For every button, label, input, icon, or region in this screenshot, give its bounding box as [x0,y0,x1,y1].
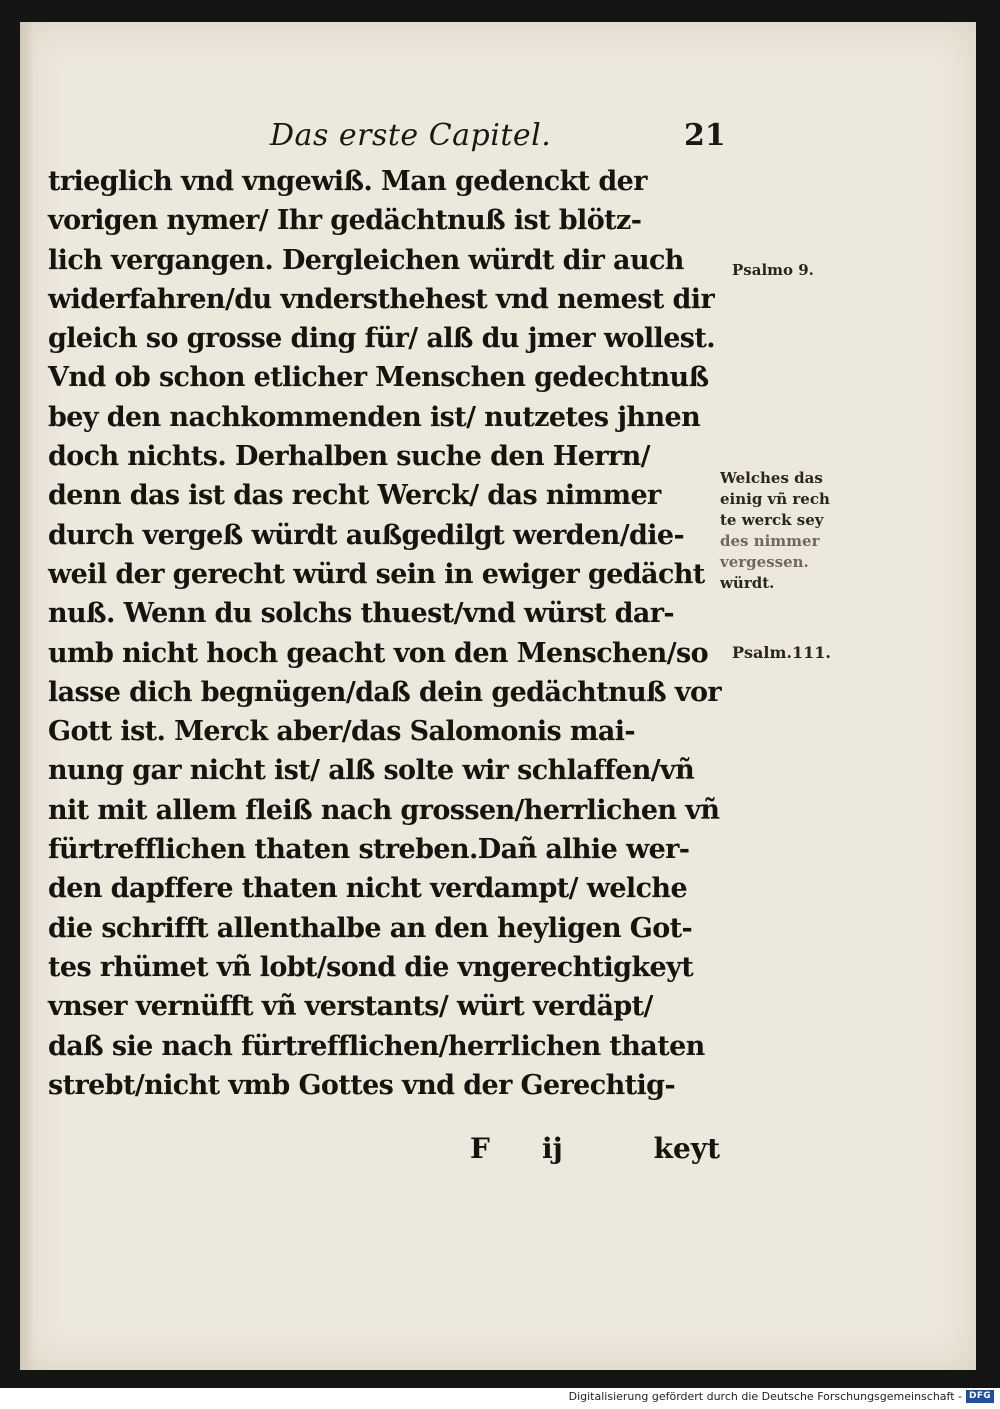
text-line: durch vergeß würdt außgedilgt werden/die- [48,519,685,551]
text-line: Gott ist. Merck aber/das Salomonis mai- [48,716,636,748]
text-line: strebt/nicht vmb Gottes vnd der Gerechtig- [48,1069,676,1101]
text-line: fürtrefflichen thaten streben.Dañ alhie wer- [48,834,690,866]
text-line: weil der gerecht würd sein in ewiger gedächt [48,558,705,590]
catchword: keyt [653,1132,720,1165]
text-line: doch nichts. Derhalben suche den Herrn/ [48,441,650,473]
text-line: nung gar nicht ist/ alß solte wir schlaffen/vñ [48,755,695,787]
bleed-through-mark [50,1112,110,1136]
signature-mark: F [470,1132,490,1165]
text-line: vorigen nymer/ Ihr gedächtnuß ist blötz- [48,205,642,237]
text-line: tes rhümet vñ lobt/sond die vngerechtigkeyt [48,951,694,983]
book-page [20,22,976,1370]
text-line: denn das ist das recht Werck/ das nimmer [48,480,661,512]
text-line: vnser vernüfft vñ verstants/ würt verdäpt/ [48,991,653,1023]
signature-number: ij [542,1132,563,1165]
margin-note-welches [720,468,830,594]
text-line: nuß. Wenn du solchs thuest/vnd würst dar- [48,598,674,630]
margin-note-line: einig vñ rech [720,490,830,508]
dfg-logo: DFG [966,1390,994,1403]
text-line: bey den nachkommenden ist/ nutzetes jhnen [48,401,701,433]
margin-note-line: würdt. [720,574,775,592]
text-line: gleich so grosse ding für/ alß du jmer wollest. [48,323,716,355]
page-gutter-shadow [20,22,34,1370]
text-line: widerfahren/du vndersthehest vnd nemest dir [48,283,715,315]
margin-note-psalmo: Psalmo 9. [732,261,814,279]
body-text [48,162,748,1105]
margin-note-line: Welches das [720,469,823,487]
text-line: den dapffere thaten nicht verdampt/ welche [48,873,688,905]
text-line: lasse dich begnügen/daß dein gedächtnuß vor [48,676,721,708]
text-line: umb nicht hoch geacht von den Menschen/so [48,637,708,669]
text-line: trieglich vnd vngewiß. Man gedenckt der [48,166,647,197]
text-line: Vnd ob schon etlicher Menschen gedechtnuß [48,362,709,394]
text-line: nit mit allem fleiß nach grossen/herrlichen vñ [48,794,720,826]
margin-note-line: vergessen. [720,553,809,571]
text-line: lich vergangen. Dergleichen würdt dir auch [48,244,684,276]
margin-note-line: te werck sey [720,511,824,529]
text-line: daß sie nach fürtrefflichen/herrlichen thaten [48,1030,705,1062]
digitization-credit: Digitalisierung gefördert durch die Deutsche Forschungsgemeinschaft - [568,1390,962,1403]
text-line: die schrifft allenthalbe an den heyligen Got- [48,912,693,944]
margin-note-line: des nimmer [720,532,820,550]
margin-note-psalm: Psalm.111. [732,643,831,662]
signature-line [470,1132,720,1172]
folio-number: 21 [684,118,726,153]
running-head: Das erste Capitel. [270,118,552,153]
